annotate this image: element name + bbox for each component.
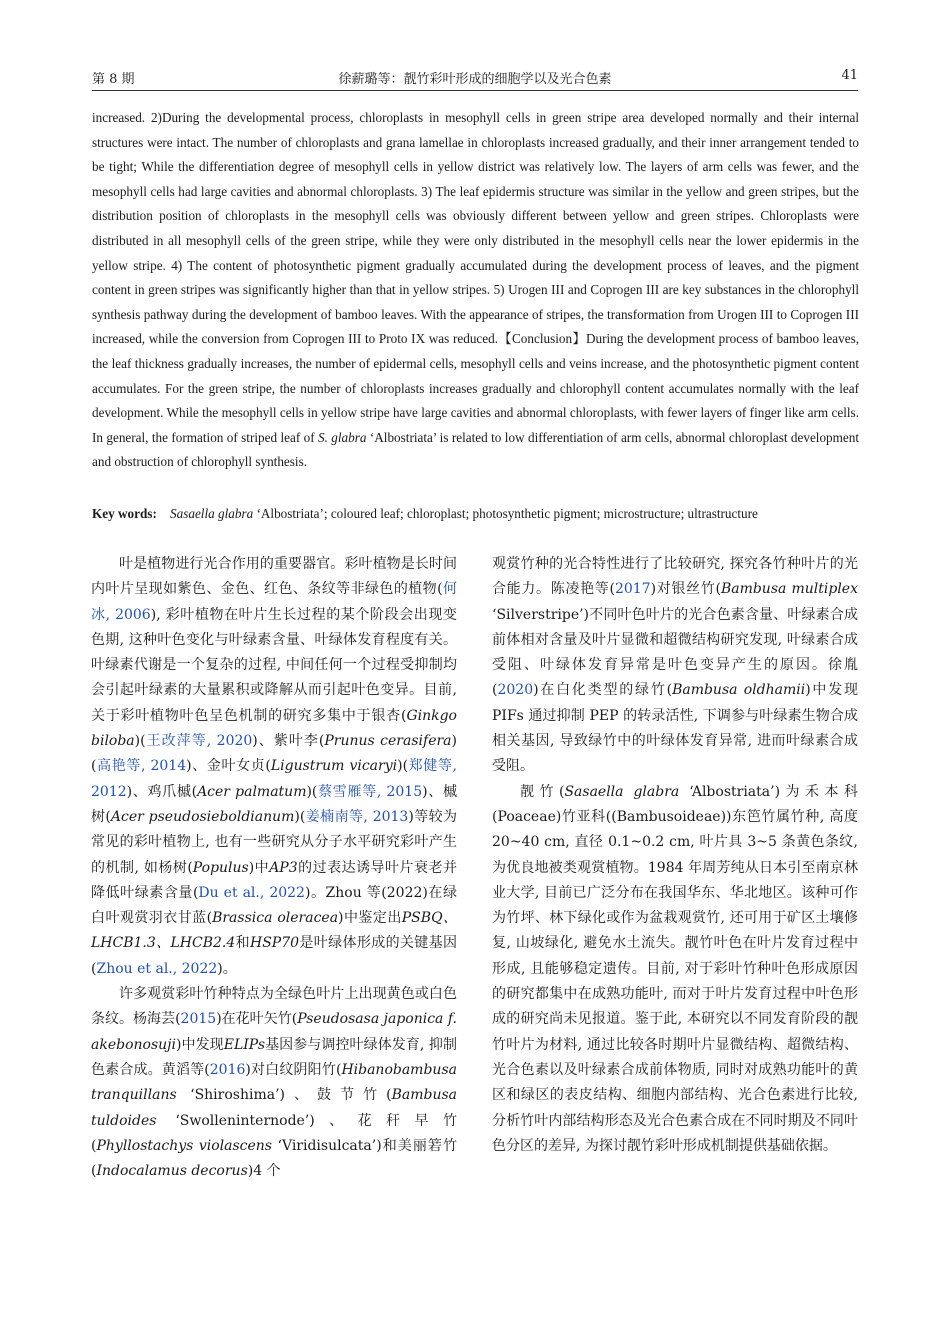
text-run: )中: [248, 859, 270, 876]
species-name: Hibanobambusa tranquillans: [91, 1061, 457, 1104]
text-run: )、紫叶李(: [252, 733, 325, 750]
keywords: [92, 502, 859, 526]
citation-link[interactable]: 2020: [497, 682, 534, 699]
text-run: ), 彩叶植物在叶片生长过程的某个阶段会出现变色期, 这种叶色变化与叶绿素含量、叶绿体发育程度有关。叶绿素代谢是一个复杂的过程, 中间任何一个过程受抑制均会引起叶绿素的大量累积或降解从而引起叶色变异。目前, 关于彩叶植物叶色呈色机制的研究多集中于银杏(: [91, 606, 457, 724]
abstract-conclusion-end: ‘Albostriata’ is related to low differentiation of arm cells, abnormal chloroplast development and obstruction of chlorophyll synthesis.: [92, 429, 860, 470]
text-run: )对白纹阴阳竹(: [245, 1061, 342, 1078]
species-name: Pseudosasa japonica f. akebonosuji: [91, 1011, 457, 1053]
keyword-species: Sasaella glabra: [170, 506, 254, 521]
text-run: 的过表达诱导叶片衰老并降低叶绿素含量(: [91, 859, 457, 901]
text-run: ‘Silverstripe’)不同叶色叶片的光合色素含量、叶绿素合成前体相对含量及叶片显微和超微结构研究发现, 叶绿素合成受阻、叶绿体发育异常是叶色变异产生的原因。徐胤(: [492, 606, 858, 699]
text-run: )、金叶女贞(: [186, 758, 271, 775]
conclusion-label: 【Conclusion】: [498, 331, 587, 347]
text-run: )。Zhou 等(2022)在绿白叶观赏羽衣甘蓝(: [91, 884, 457, 927]
body-paragraph-1: [91, 552, 457, 982]
issue-number: 第 8 期: [92, 72, 135, 87]
text-run: )(: [91, 733, 457, 775]
text-run: )中发现: [175, 1036, 224, 1053]
text-run: ‘Shiroshima’)、鼓节竹(: [176, 1087, 392, 1104]
body-paragraph-4: [492, 780, 858, 1159]
text-run: )(: [134, 733, 146, 750]
species-name: Ginkgo biloba: [91, 707, 457, 750]
species-name: Brassica oleracea: [212, 910, 339, 927]
citation-link[interactable]: 何冰, 2006: [91, 581, 457, 623]
text-run: 基因参与调控叶绿体发育, 抑制色素合成。黄滔等(: [91, 1036, 457, 1078]
text-run: )、槭树(: [91, 783, 457, 825]
species-name: Acer palmatum: [197, 783, 307, 800]
body-paragraph-3: [492, 552, 858, 780]
species-name: Acer pseudosieboldianum: [110, 808, 295, 825]
keyword-list: ‘Albostriata’; coloured leaf; chloroplast; photosynthetic pigment; microstructure; ultrastructure: [253, 506, 758, 521]
abstract-conclusion-text: During the development process of bamboo leaves, the leaf thickness gradually increases, the number of epidermal cells, mesophyll cells and veins increase, and the photosynthetic pigment content accumulates. For the green stripe, the number of chloroplasts increases gradually and chlorophyll content accumulates normally with the leaf development. While the mesophyll cells in yellow stripe have large cavities and abnormal chloroplasts, with fewer layers of finger like arm cells. In general, the formation of striped leaf of: [92, 331, 859, 445]
citation-link[interactable]: Zhou et al., 2022: [96, 960, 218, 977]
species-name: Bambusa tuldoides: [91, 1087, 457, 1129]
citation-link[interactable]: 王改萍等, 2020: [145, 733, 253, 750]
species-name: Ligustrum vicaryi: [270, 758, 398, 775]
text-run: )中发现 PIFs 通过抑制 PEP 的转录活性, 下调参与叶绿素生物合成相关基因, 导致绿竹中的叶绿体发育异常, 进而叶绿素合成受阻。: [492, 682, 858, 775]
species-name: Phyllostachys violascens: [96, 1137, 272, 1154]
text-run: 叶是植物进行光合作用的重要器官。彩叶植物是长时间内叶片呈现如紫色、金色、红色、条纹等非绿色的植物(: [91, 556, 457, 598]
text-run: 靓竹(: [520, 783, 565, 800]
right-column: [492, 552, 858, 1159]
citation-link[interactable]: 姜楠南等, 2013: [305, 808, 409, 825]
abstract-continuation: [92, 106, 859, 475]
text-run: 观赏竹种的光合特性进行了比较研究, 探究各竹种叶片的光合能力。陈凌艳等(: [492, 556, 858, 598]
text-run: )4 个: [247, 1163, 281, 1180]
keywords-label: Key words:: [92, 506, 157, 521]
text-run: )等较为常见的彩叶植物上, 也有一些研究从分子水平研究彩叶产生的机制, 如杨树(: [91, 808, 458, 876]
text-run: 是叶绿体形成的关键基因(: [91, 935, 458, 977]
page-number: 41: [841, 68, 858, 83]
text-run: ‘Swolleninternode’)、花秆早竹(: [91, 1112, 457, 1154]
text-run: 许多观赏彩叶竹种特点为全绿色叶片上出现黄色或白色条纹。杨海芸(: [91, 986, 457, 1028]
text-run: )对银丝竹(: [650, 581, 721, 598]
text-run: 和: [235, 935, 250, 952]
species-name: Bambusa multiplex: [720, 581, 858, 598]
text-run: )(: [397, 758, 409, 775]
citation-link[interactable]: Du et al., 2022: [198, 884, 305, 901]
species-name: Indocalamus decorus: [96, 1163, 248, 1180]
citation-link[interactable]: 郑健等, 2012: [91, 758, 458, 800]
gene-name: ELIPs: [223, 1036, 266, 1053]
text-run: )(: [294, 808, 306, 825]
species-name: S. glabra: [318, 429, 367, 445]
text-run: ‘Viridisulcata’)和美丽箬竹(: [91, 1137, 457, 1180]
gene-name: HSP70: [250, 935, 300, 952]
text-run: )(: [306, 783, 318, 800]
running-header: [92, 64, 858, 91]
citation-link[interactable]: 2017: [614, 581, 651, 598]
text-run: ‘Albostriata’)为禾本科(Poaceae)竹亚科((Bambusoideae))东笆竹属竹种, 高度 20~40 cm, 直径 0.1~0.2 cm, 叶片具 3~5 条黄色条纹, 为优良地被类观赏植物。1984 年周芳纯从日本引至南京林业大学, 目前已广泛分布在我国华东、华北地区。该种可作为竹坪、林下绿化或作为盆栽观赏竹, 还可用于矿区土壤修复, 山坡绿化, 避免水土流失。靓竹叶色在叶片发育过程中形成, 且能够稳定遗传。目前, 对于彩叶竹种叶色形成原因的研究都集中在成熟功能叶, 而对于叶片发育过程中叶色形成的研究尚未见报道。鉴于此, 本研究以不同发育阶段的靓竹叶片为材料, 通过比较各时期叶片显微结构、超微结构、光合色素以及叶绿素合成前体物质, 同时对成熟功能叶的黄区和绿区的表皮结构、细胞内部结构、光合色素进行比较, 分析竹叶内部结构形态及光合色素合成在不同时期及不同叶色分区的差异, 为探讨靓竹彩叶形成机制提供基础依据。: [492, 783, 858, 1154]
citation-link[interactable]: 2015: [180, 1011, 217, 1028]
text-run: )中鉴定出: [338, 910, 402, 927]
left-column: [91, 552, 457, 1184]
abstract-results-text: increased. 2)During the developmental process, chloroplasts in mesophyll cells in green stripe area developed normally and their internal structures were intact. The number of chloroplasts and grana lamellae in chloroplasts increased gradually, and their inner arrangement tended to be tight; While the differentiation degree of mesophyll cells in yellow district was relatively low. The layers of arm cells was fewer, and the mesophyll cells had large cavities and abnormal chloroplasts. 3) The leaf epidermis structure was similar in the yellow and green stripes, but the distribution position of chloroplasts in the mesophyll cells was obviously different between yellow and green stripes. Chloroplasts were distributed in all mesophyll cells of the green stripe, while they were only distributed in the mesophyll cells near the lower epidermis in the yellow stripe. 4) The content of photosynthetic pigment gradually accumulated during the development process of leaves, and the pigment content in green stripes was significantly higher than that in yellow stripes. 5) Urogen III and Coprogen III are key substances in the chlorophyll synthesis pathway during the development of bamboo leaves. With the appearance of stripes, the transformation from Urogen III to Coprogen III increased, while the conversion from Coprogen III to Proto IX was reduced.: [92, 110, 859, 347]
body-paragraph-2: [91, 982, 457, 1184]
citation-link[interactable]: 高艳等, 2014: [96, 758, 187, 775]
species-name: Sasaella glabra: [564, 783, 680, 800]
gene-name: PSBQ、LHCB1.3、LHCB2.4: [91, 910, 457, 952]
text-run: )在白化类型的绿竹(: [533, 682, 673, 699]
citation-link[interactable]: 蔡雪雁等, 2015: [317, 783, 423, 800]
running-title: 徐薪璐等：靓竹彩叶形成的细胞学以及光合色素: [338, 72, 612, 87]
citation-link[interactable]: 2016: [209, 1061, 246, 1078]
species-name: Populus: [192, 859, 249, 876]
species-name: Bambusa oldhamii: [672, 682, 806, 699]
text-run: )。: [217, 960, 237, 977]
text-run: )、鸡爪槭(: [126, 783, 198, 800]
species-name: Prunus cerasifera: [324, 733, 452, 750]
text-run: )在花叶矢竹(: [216, 1011, 298, 1028]
gene-name: AP3: [269, 859, 298, 876]
